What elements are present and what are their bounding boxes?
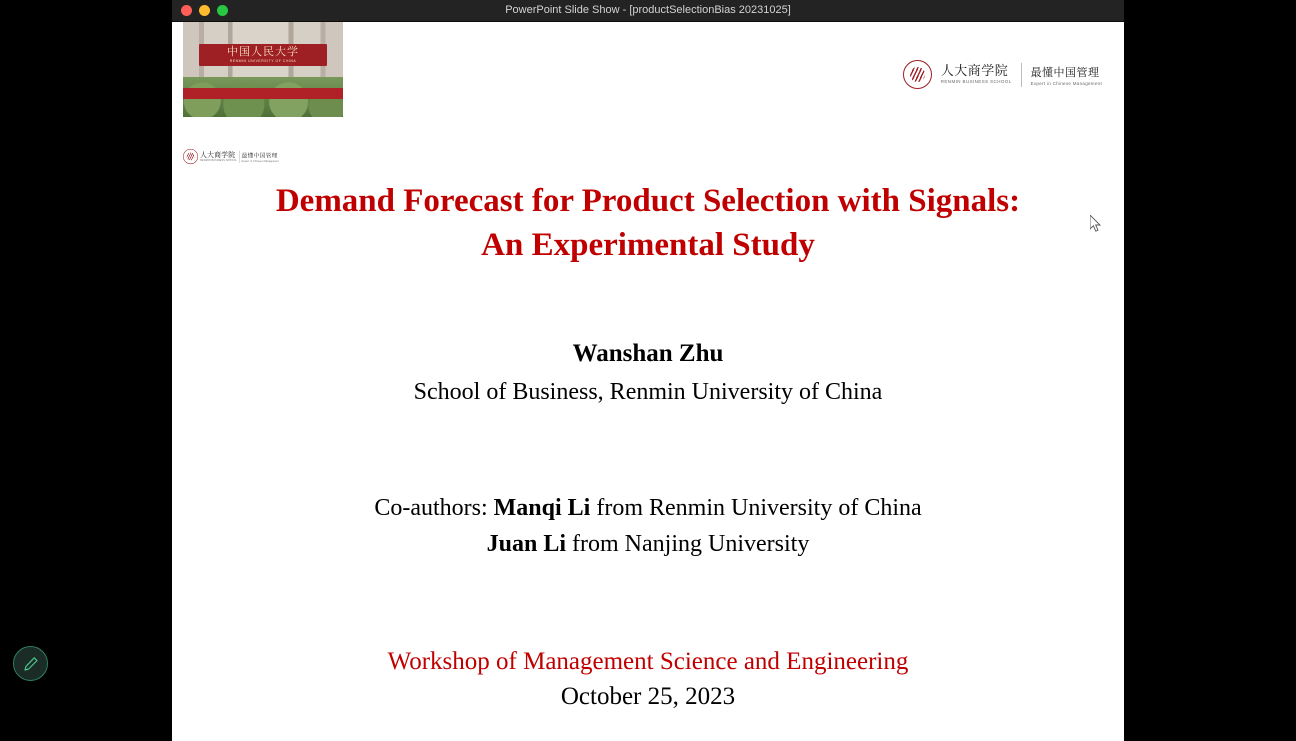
small-logo-tagline-en: Expert in Chinese Management <box>241 159 279 163</box>
presenter-name: Wanshan Zhu <box>572 340 724 367</box>
business-school-logo <box>903 60 1102 89</box>
small-logo-name-en: RENMIN BUSINESS SCHOOL <box>200 159 237 162</box>
coauthors-label: Co-authors: <box>374 495 488 521</box>
coauthor-2-affiliation: from Nanjing University <box>572 531 810 557</box>
minimize-button[interactable] <box>199 5 210 16</box>
small-logo-name-cn: 人大商学院 <box>200 150 236 159</box>
logo-tagline-en: Expert in Chinese Management <box>1030 80 1102 86</box>
event-date: October 25, 2023 <box>560 683 736 710</box>
coauthor-line-1 <box>172 490 1124 526</box>
slide-title-line-1: Demand Forecast for Product Selection with Signals: <box>275 183 1021 219</box>
seal-icon <box>903 60 932 89</box>
small-logo-divider <box>239 150 240 162</box>
window-title: PowerPoint Slide Show - [productSelectionBias 20231025] <box>505 4 791 16</box>
gate-sign-english: RENMIN UNIVERSITY OF CHINA <box>229 59 297 63</box>
annotation-pen-button[interactable] <box>13 646 48 681</box>
coauthors-block <box>172 490 1124 562</box>
gate-sign-chinese: 中国人民大学 <box>227 45 299 58</box>
logo-tagline-cn: 最懂中国管理 <box>1030 65 1100 79</box>
coauthor-line-2 <box>172 526 1124 562</box>
logo-name-en: RENMIN BUSINESS SCHOOL <box>940 79 1012 85</box>
coauthor-2-name: Juan Li <box>486 531 567 557</box>
small-logo-tagline-cn: 最懂中国管理 <box>241 151 278 159</box>
window-titlebar[interactable] <box>172 0 1124 22</box>
presenter-affiliation: School of Business, Renmin University of China <box>413 379 883 405</box>
slide-title-line-2: An Experimental Study <box>481 226 815 263</box>
zoom-button[interactable] <box>217 5 228 16</box>
pen-icon <box>23 656 39 672</box>
coauthor-1-affiliation: from Renmin University of China <box>596 495 922 521</box>
logo-name-cn: 人大商学院 <box>940 63 1009 79</box>
photo-red-band <box>183 88 343 99</box>
small-business-school-logo <box>183 149 279 164</box>
slide-canvas[interactable] <box>172 22 1124 736</box>
slide-title <box>172 180 1124 267</box>
coauthor-1-name: Manqi Li <box>493 495 591 521</box>
seal-icon <box>183 149 198 164</box>
logo-divider <box>1021 63 1022 87</box>
event-name: Workshop of Management Science and Engineering <box>387 648 909 675</box>
window-controls[interactable] <box>181 5 228 16</box>
powerpoint-slideshow-window <box>172 0 1124 741</box>
close-button[interactable] <box>181 5 192 16</box>
university-gate-photo <box>183 22 343 117</box>
photo-gate-sign <box>199 44 327 66</box>
